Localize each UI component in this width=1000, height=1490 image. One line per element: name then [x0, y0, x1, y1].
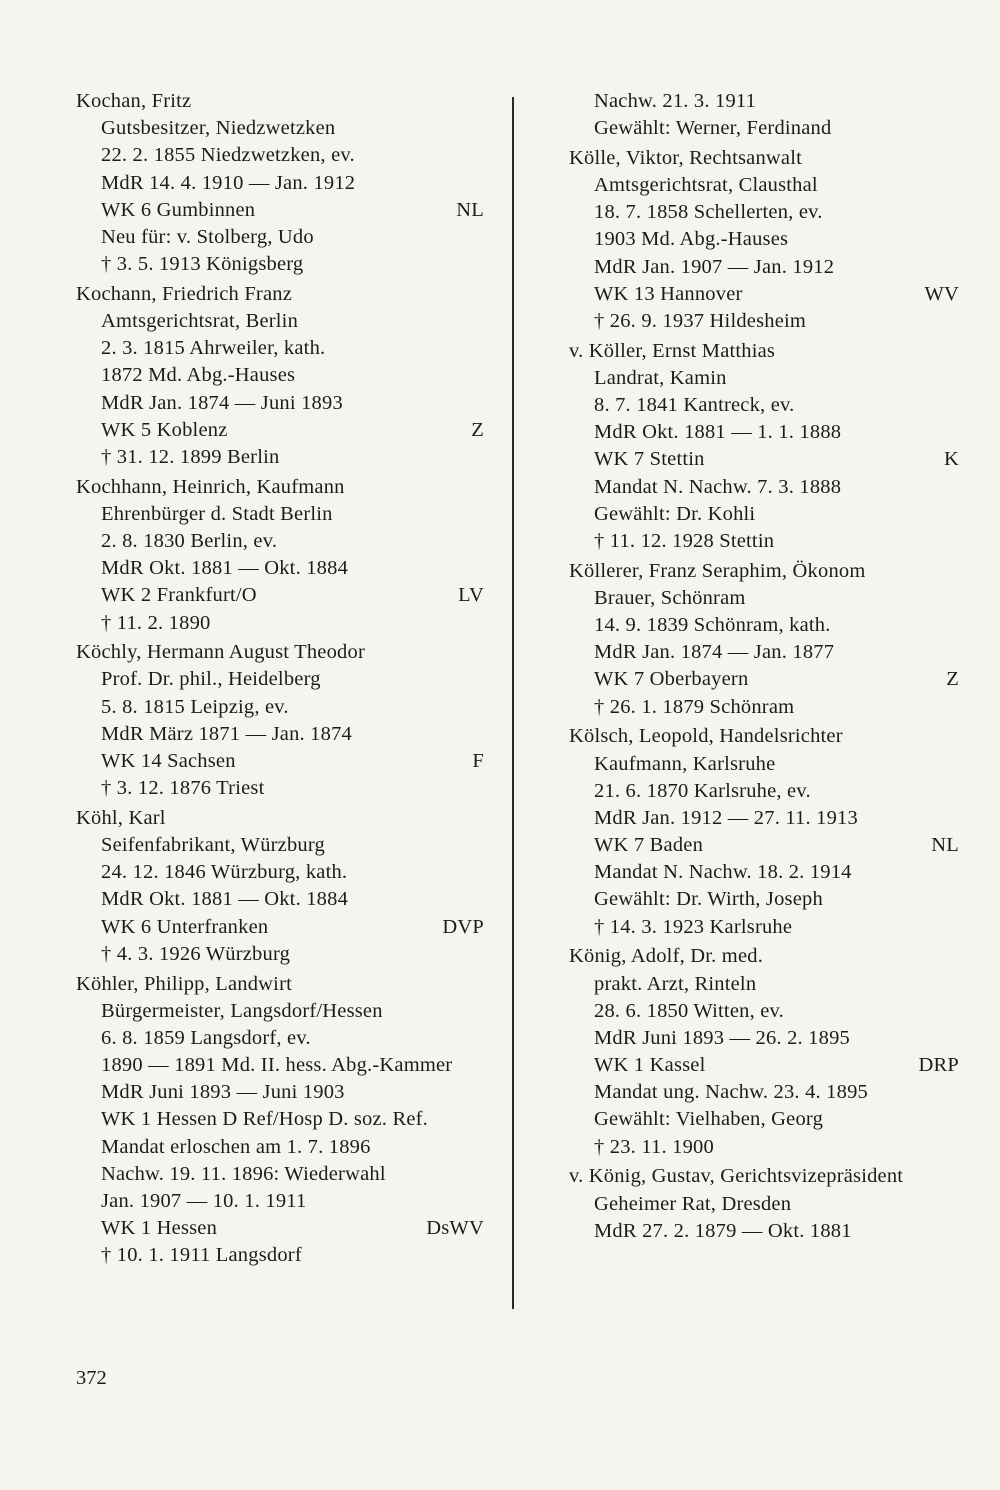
- entry-detail-line: [569, 971, 959, 998]
- entry-name: [569, 943, 959, 970]
- party-abbreviation: Z: [471, 418, 484, 441]
- entry-detail-line: [569, 859, 959, 886]
- entry-detail-line: [76, 1188, 484, 1215]
- entry-detail-line: [569, 639, 959, 666]
- party-abbreviation: DRP: [918, 1054, 959, 1077]
- entry-detail-line: [569, 1052, 959, 1079]
- entry-line-text: Gutsbesitzer, Niedzwetzken: [101, 117, 336, 140]
- entry-line-text: WK 7 Stettin: [594, 448, 705, 471]
- party-abbreviation: K: [943, 448, 959, 471]
- party-abbreviation: F: [472, 750, 484, 772]
- entry-detail-line: [569, 365, 959, 392]
- entry-line-text: WK 1 Hessen D Ref/Hosp D. soz. Ref.: [101, 1108, 428, 1131]
- entry-line-text: Mandat N. Nachw. 7. 3. 1888: [594, 475, 842, 498]
- entry-line-text: 28. 6. 1850 Witten, ev.: [594, 999, 784, 1022]
- entry-detail-line: [76, 694, 484, 721]
- entry-line-text: 2. 3. 1815 Ahrweiler, kath.: [101, 337, 326, 360]
- entry-detail-line: [76, 914, 484, 941]
- entry-detail-line: [76, 362, 484, 389]
- entry-detail-line: [76, 170, 484, 197]
- entry-detail-line: [76, 555, 484, 582]
- entry-line-text: Bürgermeister, Langsdorf/Hessen: [101, 999, 383, 1022]
- entry-line-text: Kölle, Viktor, Rechtsanwalt: [569, 146, 802, 169]
- entry-line-text: Landrat, Kamin: [594, 366, 727, 389]
- entry-line-text: Kochan, Fritz: [76, 90, 192, 112]
- entry-detail-line: [569, 751, 959, 778]
- entry-line-text: WK 7 Baden: [594, 834, 704, 857]
- entry-line-text: MdR 27. 2. 1879 — Okt. 1881: [594, 1219, 852, 1242]
- entry-name: [76, 971, 484, 998]
- entry-line-text: 18. 7. 1858 Schellerten, ev.: [594, 201, 823, 224]
- entry-detail-line: [569, 254, 959, 281]
- entry-line-text: Kölsch, Leopold, Handelsrichter: [569, 725, 843, 748]
- entry-line-text: Köhl, Karl: [76, 806, 166, 829]
- left-column: [76, 88, 484, 1270]
- entry-line-text: MdR Okt. 1881 — 1. 1. 1888: [594, 421, 842, 444]
- entry-line-text: prakt. Arzt, Rinteln: [594, 972, 757, 995]
- entry-detail-line: [76, 832, 484, 859]
- entry-line-text: 2. 8. 1830 Berlin, ev.: [101, 530, 278, 552]
- entry-line-text: 6. 8. 1859 Langsdorf, ev.: [101, 1026, 311, 1049]
- entry-name: [569, 145, 959, 172]
- entry-detail-line: [76, 528, 484, 555]
- entry-detail-line: [569, 694, 959, 721]
- entry-detail-line: [569, 115, 959, 142]
- entry-line-text: Brauer, Schönram: [594, 586, 746, 609]
- entry-name: [569, 723, 959, 750]
- entry-line-text: v. König, Gustav, Gerichtsvizepräsident: [569, 1165, 904, 1188]
- entry-detail-line: [569, 474, 959, 501]
- biography-entry: [76, 971, 484, 1270]
- entry-name: [76, 88, 484, 115]
- entry-detail-line: [569, 419, 959, 446]
- party-abbreviation: NL: [931, 834, 959, 857]
- entry-detail-line: [76, 115, 484, 142]
- entry-line-text: Ehrenbürger d. Stadt Berlin: [101, 502, 333, 525]
- entry-detail-line: [76, 582, 484, 609]
- entry-detail-line: [569, 172, 959, 199]
- entry-detail-line: [569, 998, 959, 1025]
- entry-line-text: Mandat N. Nachw. 18. 2. 1914: [594, 861, 852, 884]
- entry-line-text: † 26. 1. 1879 Schönram: [594, 695, 795, 718]
- entry-line-text: † 3. 5. 1913 Königsberg: [101, 253, 304, 276]
- entry-detail-line: [569, 392, 959, 419]
- entry-detail-line: [569, 1025, 959, 1052]
- entry-detail-line: [569, 226, 959, 253]
- entry-detail-line: [569, 1218, 959, 1245]
- entry-name: [76, 639, 484, 666]
- entry-detail-line: [569, 308, 959, 335]
- entry-detail-line: [569, 1106, 959, 1133]
- entry-line-text: 1903 Md. Abg.-Hauses: [594, 228, 789, 251]
- entry-line-text: Geheimer Rat, Dresden: [594, 1192, 792, 1215]
- page-number: 372: [76, 1367, 107, 1389]
- entry-detail-line: [569, 199, 959, 226]
- entry-detail-line: [76, 390, 484, 417]
- biography-entry: [569, 723, 959, 941]
- entry-line-text: WK 1 Kassel: [594, 1054, 706, 1077]
- entry-detail-line: [76, 308, 484, 335]
- entry-line-text: MdR 14. 4. 1910 — Jan. 1912: [101, 171, 356, 194]
- entry-line-text: 14. 9. 1839 Schönram, kath.: [594, 614, 831, 637]
- biography-entry: [76, 281, 484, 471]
- entry-line-text: † 31. 12. 1899 Berlin: [101, 445, 280, 468]
- entry-line-text: Amtsgerichtsrat, Berlin: [101, 310, 299, 332]
- entry-name: [569, 338, 959, 365]
- biography-entry: [569, 558, 959, 721]
- entry-line-text: König, Adolf, Dr. med.: [569, 945, 764, 968]
- entry-detail-line: [76, 417, 484, 444]
- entry-line-text: WK 1 Hessen: [101, 1217, 218, 1240]
- entry-detail-line: [76, 142, 484, 169]
- entry-line-text: WK 13 Hannover: [594, 282, 743, 305]
- entry-line-text: † 11. 2. 1890: [101, 611, 211, 634]
- entry-name: [76, 805, 484, 832]
- biography-entry: [76, 474, 484, 637]
- entry-line-text: † 11. 12. 1928 Stettin: [594, 530, 775, 552]
- entry-line-text: WK 6 Gumbinnen: [101, 198, 256, 221]
- entry-detail-line: [569, 1134, 959, 1161]
- entry-line-text: † 4. 3. 1926 Würzburg: [101, 942, 291, 965]
- entry-name: [569, 1163, 959, 1190]
- entry-line-text: 21. 6. 1870 Karlsruhe, ev.: [594, 779, 811, 802]
- entry-line-text: 8. 7. 1841 Kantreck, ev.: [594, 394, 795, 417]
- column-divider: [512, 97, 514, 1309]
- entry-line-text: † 23. 11. 1900: [594, 1135, 714, 1158]
- party-abbreviation: NL: [456, 198, 484, 221]
- entry-detail-line: [569, 886, 959, 913]
- entry-detail-line: [76, 610, 484, 637]
- entry-detail-line: [569, 446, 959, 473]
- entry-line-text: MdR Okt. 1881 — Okt. 1884: [101, 888, 349, 911]
- entry-line-text: 24. 12. 1846 Würzburg, kath.: [101, 861, 348, 884]
- entry-detail-line: [569, 585, 959, 612]
- entry-line-text: WK 14 Sachsen: [101, 750, 236, 772]
- entry-name: [569, 558, 959, 585]
- entry-line-text: MdR März 1871 — Jan. 1874: [101, 722, 352, 745]
- entry-line-text: Jan. 1907 — 10. 1. 1911: [101, 1190, 307, 1212]
- entry-detail-line: [76, 1215, 484, 1242]
- entry-line-text: WK 6 Unterfranken: [101, 915, 269, 938]
- entry-detail-line: [76, 251, 484, 278]
- biography-entry: [569, 88, 959, 142]
- entry-detail-line: [76, 998, 484, 1025]
- entry-line-text: Köllerer, Franz Seraphim, Ökonom: [569, 559, 866, 582]
- entry-line-text: Neu für: v. Stolberg, Udo: [101, 225, 314, 248]
- entry-line-text: WK 2 Frankfurt/O: [101, 584, 257, 607]
- party-abbreviation: Z: [946, 668, 959, 691]
- biography-entry: [76, 639, 484, 802]
- entry-detail-line: [569, 528, 959, 555]
- entry-name: [76, 474, 484, 501]
- entry-line-text: MdR Juni 1893 — Juni 1903: [101, 1081, 345, 1104]
- entry-line-text: MdR Jan. 1912 — 27. 11. 1913: [594, 806, 858, 829]
- entry-line-text: Mandat erloschen am 1. 7. 1896: [101, 1135, 371, 1158]
- entry-detail-line: [76, 444, 484, 471]
- entry-line-text: Gewählt: Dr. Kohli: [594, 502, 756, 525]
- entry-line-text: v. Köller, Ernst Matthias: [569, 339, 776, 362]
- entry-detail-line: [569, 88, 959, 115]
- entry-line-text: Gewählt: Vielhaben, Georg: [594, 1108, 824, 1131]
- entry-line-text: Köhler, Philipp, Landwirt: [76, 972, 292, 995]
- party-abbreviation: DsWV: [426, 1217, 484, 1240]
- entry-detail-line: [76, 748, 484, 775]
- entry-detail-line: [569, 501, 959, 528]
- entry-line-text: † 10. 1. 1911 Langsdorf: [101, 1244, 302, 1267]
- entry-line-text: Köchly, Hermann August Theodor: [76, 641, 365, 664]
- entry-detail-line: [569, 778, 959, 805]
- entry-detail-line: [76, 335, 484, 362]
- entry-line-text: Kochann, Friedrich Franz: [76, 282, 292, 305]
- entry-line-text: Kaufmann, Karlsruhe: [594, 752, 776, 775]
- entry-detail-line: [76, 666, 484, 693]
- entry-line-text: 22. 2. 1855 Niedzwetzken, ev.: [101, 144, 355, 167]
- entry-line-text: Nachw. 19. 11. 1896: Wiederwahl: [101, 1162, 386, 1185]
- entry-line-text: Gewählt: Dr. Wirth, Joseph: [594, 888, 823, 911]
- entry-line-text: Kochhann, Heinrich, Kaufmann: [76, 475, 345, 498]
- entry-line-text: Seifenfabrikant, Würzburg: [101, 834, 325, 857]
- entry-detail-line: [76, 1052, 484, 1079]
- entry-line-text: Nachw. 21. 3. 1911: [594, 90, 757, 112]
- entry-detail-line: [76, 1134, 484, 1161]
- entry-line-text: Gewählt: Werner, Ferdinand: [594, 117, 832, 140]
- entry-name: [76, 281, 484, 308]
- entry-detail-line: [569, 805, 959, 832]
- entry-detail-line: [569, 1191, 959, 1218]
- entry-detail-line: [76, 859, 484, 886]
- entry-line-text: MdR Jan. 1874 — Jan. 1877: [594, 641, 835, 664]
- entry-line-text: MdR Juni 1893 — 26. 2. 1895: [594, 1026, 850, 1049]
- entry-detail-line: [569, 914, 959, 941]
- entry-detail-line: [569, 832, 959, 859]
- entry-line-text: † 14. 3. 1923 Karlsruhe: [594, 915, 793, 938]
- entry-line-text: WK 5 Koblenz: [101, 418, 228, 441]
- biography-entry: [569, 1163, 959, 1245]
- entry-detail-line: [569, 666, 959, 693]
- entry-line-text: † 3. 12. 1876 Triest: [101, 777, 265, 800]
- entry-detail-line: [76, 501, 484, 528]
- biography-entry: [76, 805, 484, 968]
- entry-line-text: MdR Jan. 1907 — Jan. 1912: [594, 255, 835, 278]
- entry-detail-line: [76, 1079, 484, 1106]
- biography-entry: [76, 88, 484, 278]
- entry-detail-line: [76, 721, 484, 748]
- entry-detail-line: [76, 1242, 484, 1269]
- entry-detail-line: [76, 775, 484, 802]
- entry-detail-line: [76, 1025, 484, 1052]
- entry-line-text: WK 7 Oberbayern: [594, 668, 749, 691]
- party-abbreviation: DVP: [442, 915, 484, 938]
- right-column: [569, 88, 959, 1245]
- entry-detail-line: [76, 224, 484, 251]
- entry-detail-line: [76, 197, 484, 224]
- biography-entry: [569, 943, 959, 1161]
- entry-detail-line: [76, 1161, 484, 1188]
- party-abbreviation: LV: [458, 584, 484, 607]
- entry-line-text: Mandat ung. Nachw. 23. 4. 1895: [594, 1081, 868, 1104]
- entry-line-text: MdR Jan. 1874 — Juni 1893: [101, 391, 343, 414]
- entry-detail-line: [569, 1079, 959, 1106]
- entry-line-text: 1890 — 1891 Md. II. hess. Abg.-Kammer: [101, 1054, 453, 1077]
- entry-detail-line: [569, 612, 959, 639]
- entry-line-text: Amtsgerichtsrat, Clausthal: [594, 174, 818, 197]
- entry-detail-line: [76, 886, 484, 913]
- entry-line-text: 5. 8. 1815 Leipzig, ev.: [101, 695, 289, 718]
- biography-entry: [569, 338, 959, 556]
- entry-line-text: 1872 Md. Abg.-Hauses: [101, 364, 296, 387]
- entry-detail-line: [569, 281, 959, 308]
- biography-entry: [569, 145, 959, 335]
- party-abbreviation: WV: [924, 282, 959, 305]
- entry-detail-line: [76, 1106, 484, 1133]
- entry-line-text: † 26. 9. 1937 Hildesheim: [594, 310, 807, 332]
- entry-line-text: Prof. Dr. phil., Heidelberg: [101, 668, 321, 691]
- entry-detail-line: [76, 941, 484, 968]
- entry-line-text: MdR Okt. 1881 — Okt. 1884: [101, 557, 349, 580]
